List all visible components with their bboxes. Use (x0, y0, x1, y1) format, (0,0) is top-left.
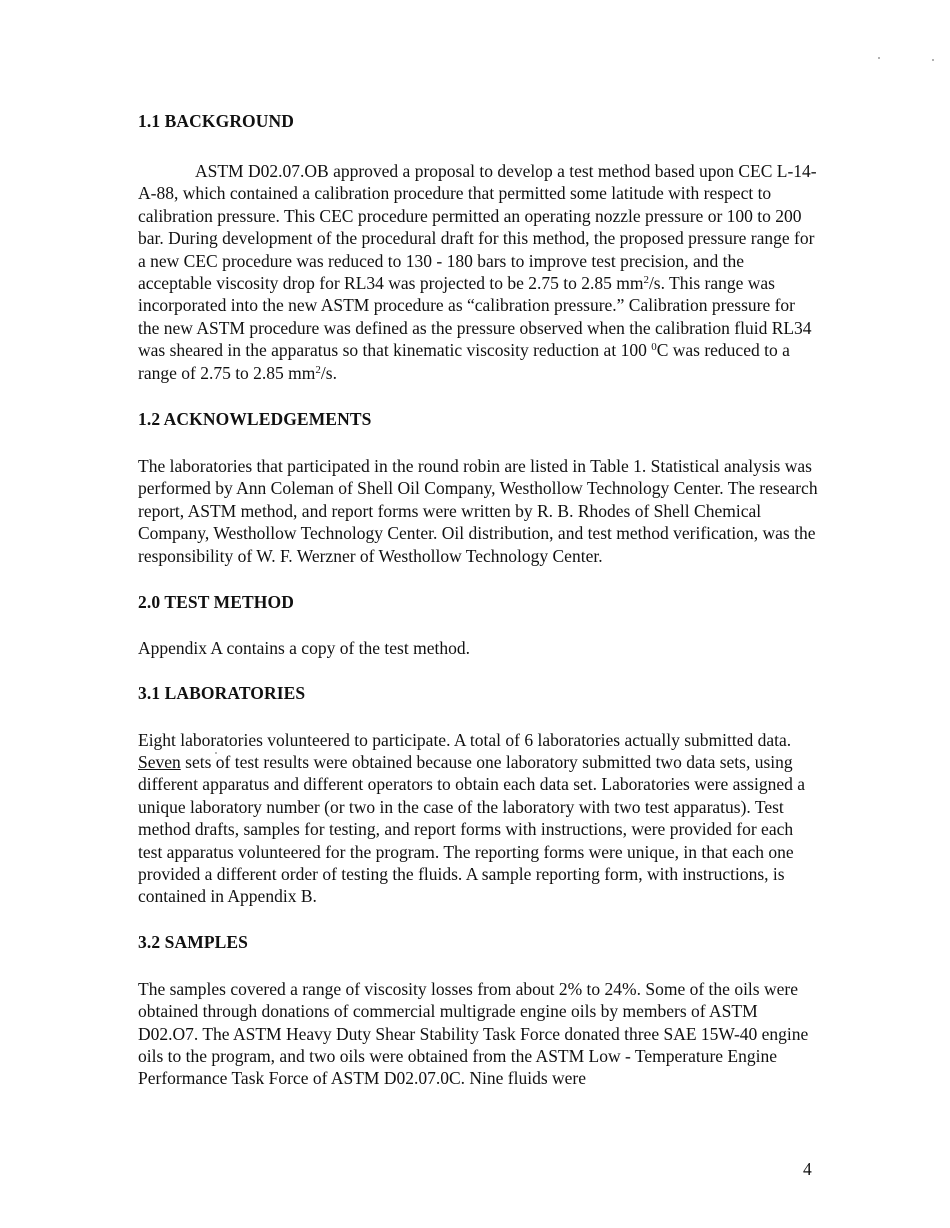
scan-speck (878, 57, 880, 59)
underlined-word: Seven (138, 751, 181, 772)
section-paragraph: Eight laboratories volunteered to participate. A total of 6 laboratories actually submitted data. Seven sets of test results were obtained because one laboratory submitted two data sets, using different apparatus and different operators to obtain each data set. Laboratories were assigned a unique laboratory number (or two in the case of the laboratory with two test apparatus). Test method drafts, samples for testing, and report forms with instructions, were provided for each test apparatus volunteered for the program. The reporting forms were unique, in that each one provided a different order of testing the fluids. A sample reporting form, with instructions, is contained in Appendix B. (138, 729, 805, 907)
section-samples (138, 929, 818, 1090)
section-paragraph: Appendix A contains a copy of the test method. (138, 638, 470, 659)
section-heading: 3.1 LABORATORIES (138, 682, 306, 703)
page-number: 4 (803, 1159, 812, 1179)
section-heading: 2.0 TEST METHOD (138, 592, 294, 613)
scan-speck (932, 59, 934, 61)
document-page (138, 108, 818, 1090)
section-heading: 1.2 ACKNOWLEDGEMENTS (138, 409, 372, 430)
section-paragraph: ASTM D02.07.OB approved a proposal to develop a test method based upon CEC L-14-A-88, which contained a calibration procedure that permitted some latitude with respect to calibration pressure. This CEC procedure permitted an operating nozzle pressure or 100 to 200 bar. During development of the procedural draft for this method, the proposed pressure range for a new CEC procedure was reduced to 130 - 180 bars to improve test precision, and the acceptable viscosity drop for RL34 was projected to be 2.75 to 2.85 $mm^2/s$. This range was incorporated into the new ASTM procedure as “calibration pressure.” Calibration pressure for the new ASTM procedure was defined as the pressure observed when the calibration fluid RL34 was sheared in the apparatus so that kinematic viscosity reduction at 100 $^0$C was reduced to a range of 2.75 to 2.85 $mm^2/s$. (138, 161, 817, 383)
section-paragraph: The laboratories that participated in the round robin are listed in Table 1. Statistical analysis was performed by Ann Coleman of Shell Oil Company, Westhollow Technology Center. The research report, ASTM method, and report forms were written by R. B. Rhodes of Shell Chemical Company, Westhollow Technology Center. Oil distribution, and test method verification, was the responsibility of W. F. Werzner of Westhollow Technology Center. (138, 456, 818, 566)
section-heading: 3.2 SAMPLES (138, 931, 249, 952)
section-paragraph: The samples covered a range of viscosity losses from about 2% to 24%. Some of the oils were obtained through donations of commercial multigrade engine oils by members of ASTM D02.O7. The ASTM Heavy Duty Shear Stability Task Force donated three SAE 15W-40 engine oils to the program, and two oils were obtained from the ASTM Low - Temperature Engine Performance Task Force of ASTM D02.07.0C. Nine fluids were (138, 978, 809, 1089)
section-acknowledgements (138, 406, 818, 567)
section-laboratories (138, 680, 818, 908)
section-heading: 1.1 BACKGROUND (138, 111, 294, 131)
section-test-method (138, 589, 818, 659)
section-background (138, 108, 818, 384)
